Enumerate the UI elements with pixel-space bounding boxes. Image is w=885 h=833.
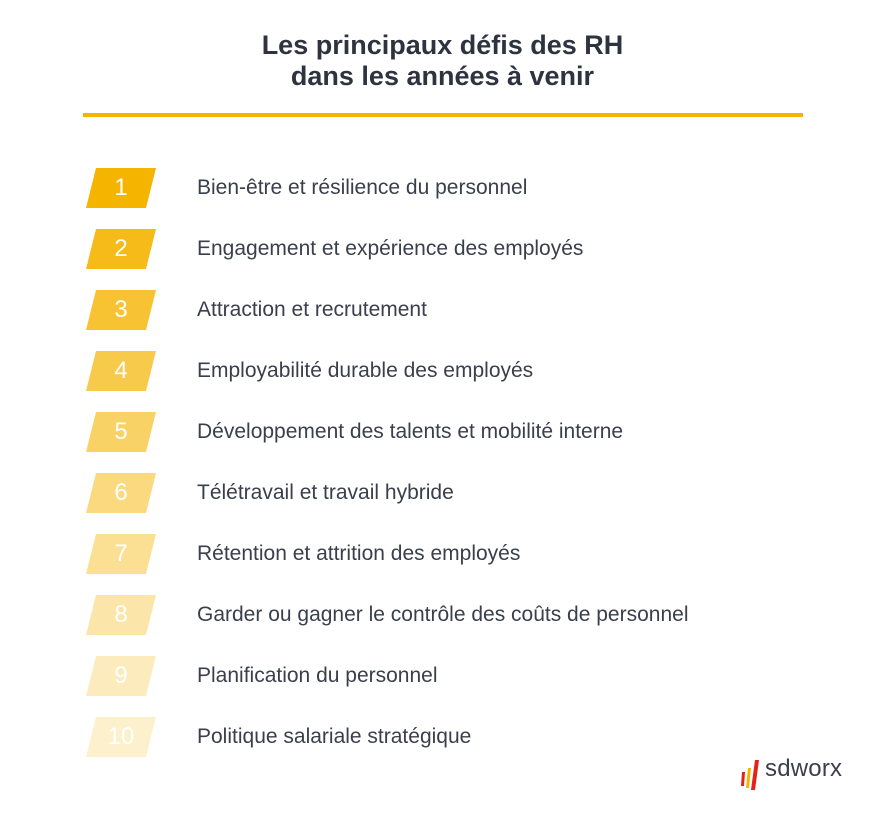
sdworx-logo [740,752,850,792]
list-item [0,412,885,473]
rank-badge [86,656,156,696]
rank-number: 5 [114,418,128,445]
rank-number: 2 [114,235,128,262]
rank-number: 4 [114,357,128,384]
list-item [0,473,885,534]
sdworx-logo-bars-icon [740,758,766,790]
rank-badge [86,473,156,513]
rank-badge [86,717,156,757]
list-item-label: Développement des talents et mobilité interne [197,420,624,443]
rank-badge [86,534,156,574]
list-item [0,595,885,656]
rank-badge [86,168,156,208]
title-line-1: Les principaux défis des RH [261,30,624,60]
rank-badge [86,351,156,391]
title-divider [83,113,803,117]
rank-number: 10 [107,723,135,750]
list-item [0,534,885,595]
rank-badge [86,595,156,635]
rank-number: 8 [114,601,128,628]
rank-number: 7 [114,540,128,567]
list-item-label: Télétravail et travail hybride [197,481,454,504]
rank-badge [86,290,156,330]
list-item [0,168,885,229]
page-title [0,30,885,92]
list-item [0,229,885,290]
rank-badge [86,412,156,452]
rank-number: 6 [114,479,128,506]
list-item-label: Planification du personnel [197,664,438,687]
logo-wordmark: sdworx [765,755,843,782]
list-item-label: Bien-être et résilience du personnel [197,176,528,199]
list-item-label: Employabilité durable des employés [197,359,534,382]
rank-badge [86,229,156,269]
list-item-label: Garder ou gagner le contrôle des coûts de personnel [197,603,689,626]
title-line-2: dans les années à venir [290,61,595,91]
list-item-label: Rétention et attrition des employés [197,542,521,565]
rank-number: 1 [114,174,128,201]
challenges-list [0,168,885,778]
rank-number: 3 [114,296,128,323]
rank-number: 9 [114,662,128,689]
list-item [0,290,885,351]
list-item-label: Politique salariale stratégique [197,725,472,748]
list-item [0,351,885,412]
list-item-label: Engagement et expérience des employés [197,237,584,260]
list-item-label: Attraction et recrutement [197,298,427,321]
list-item [0,656,885,717]
